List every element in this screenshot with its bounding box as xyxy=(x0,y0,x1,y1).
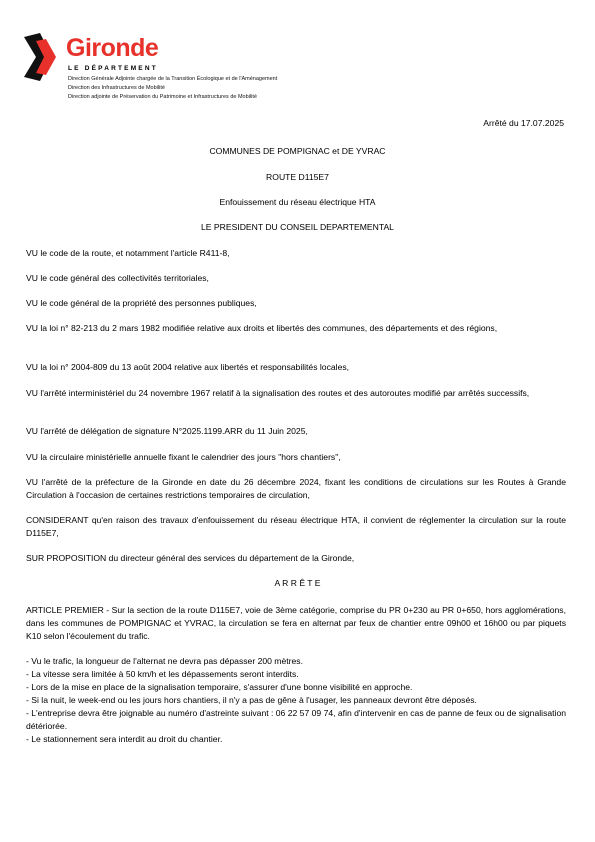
vu-clause: VU l'arrêté de la préfecture de la Gironde en date du 26 décembre 2024, fixant les conditions de circulations sur les Routes à Grande Circulation à l'occasion de certaines restrictions temporaires de circulation, xyxy=(26,477,566,500)
direction-line: Direction adjointe de Préservation du Patrimoine et Infrastructures de Mobilité xyxy=(68,94,257,100)
direction-line: Direction des Infrastructures de Mobilité xyxy=(68,85,165,91)
list-item: - La vitesse sera limitée à 50 km/h et les dépassements seront interdits. xyxy=(26,669,299,679)
brand-subtitle: LE DÉPARTEMENT xyxy=(68,65,158,72)
direction-line: Direction Générale Adjointe chargée de la Transition Écologique et de l'Aménagement xyxy=(68,76,278,82)
vu-clause: VU la loi n° 82-213 du 2 mars 1982 modifiée relative aux droits et libertés des communes, des départements et des régions, xyxy=(26,323,498,333)
vu-clause: VU l'arrêté de délégation de signature N°2025.1199.ARR du 11 Juin 2025, xyxy=(26,426,308,436)
vu-clause: VU le code de la route, et notamment l'article R411-8, xyxy=(26,248,230,258)
vu-clause: VU le code général de la propriété des personnes publiques, xyxy=(26,298,257,308)
vu-clause: VU l'arrêté interministériel du 24 novembre 1967 relatif à la signalisation des routes et des autoroutes modifié par arrêtés successifs, xyxy=(26,388,530,398)
gironde-logo-icon xyxy=(22,33,62,81)
vu-clause: VU la circulaire ministérielle annuelle fixant le calendrier des jours "hors chantiers", xyxy=(26,452,341,462)
arrete-heading: A R R Ê T E xyxy=(274,578,321,588)
list-item: - Vu le trafic, la longueur de l'alternat ne devra pas dépasser 200 mètres. xyxy=(26,656,303,666)
vu-clause: VU le code général des collectivités territoriales, xyxy=(26,273,209,283)
authority-heading: LE PRESIDENT DU CONSEIL DEPARTEMENTAL xyxy=(201,222,394,232)
subject-heading: Enfouissement du réseau électrique HTA xyxy=(219,197,376,207)
considerant-clause: CONSIDERANT qu'en raison des travaux d'enfouissement du réseau électrique HTA, il convient de réglementer la circulation sur la route D115E7, xyxy=(26,515,566,538)
proposition-clause: SUR PROPOSITION du directeur général des services du département de la Gironde, xyxy=(26,553,355,563)
list-item: - L'entreprise devra être joignable au numéro d'astreinte suivant : 06 22 57 09 74, afin d'intervenir en cas de panne de feux ou de signalisation détériorée. xyxy=(26,708,566,731)
brand-name: Gironde xyxy=(66,34,159,62)
list-item: - Lors de la mise en place de la signalisation temporaire, s'assurer d'une bonne visibilité en approche. xyxy=(26,682,413,692)
list-item: - Si la nuit, le week-end ou les jours hors chantiers, il n'y a pas de gêne à l'usager, les panneaux devront être déposés. xyxy=(26,695,477,705)
article-premier: ARTICLE PREMIER - Sur la section de la route D115E7, voie de 3ème catégorie, comprise du PR 0+230 au PR 0+650, hors agglomérations, dans les communes de POMPIGNAC et YVRAC, la circulation se fera en alternat par feux de chantier entre 09h00 et 16h00 ou par piquets K10 selon l'écoulement du trafic. xyxy=(26,605,566,641)
vu-clause: VU la loi n° 2004-809 du 13 août 2004 relative aux libertés et responsabilités locales, xyxy=(26,362,350,372)
route-heading: ROUTE D115E7 xyxy=(266,172,329,182)
list-item: - Le stationnement sera interdit au droit du chantier. xyxy=(26,734,223,744)
measures-list xyxy=(26,655,571,746)
arrete-date: Arrêté du 17.07.2025 xyxy=(483,118,564,128)
communes-heading: COMMUNES DE POMPIGNAC et DE YVRAC xyxy=(209,146,386,156)
